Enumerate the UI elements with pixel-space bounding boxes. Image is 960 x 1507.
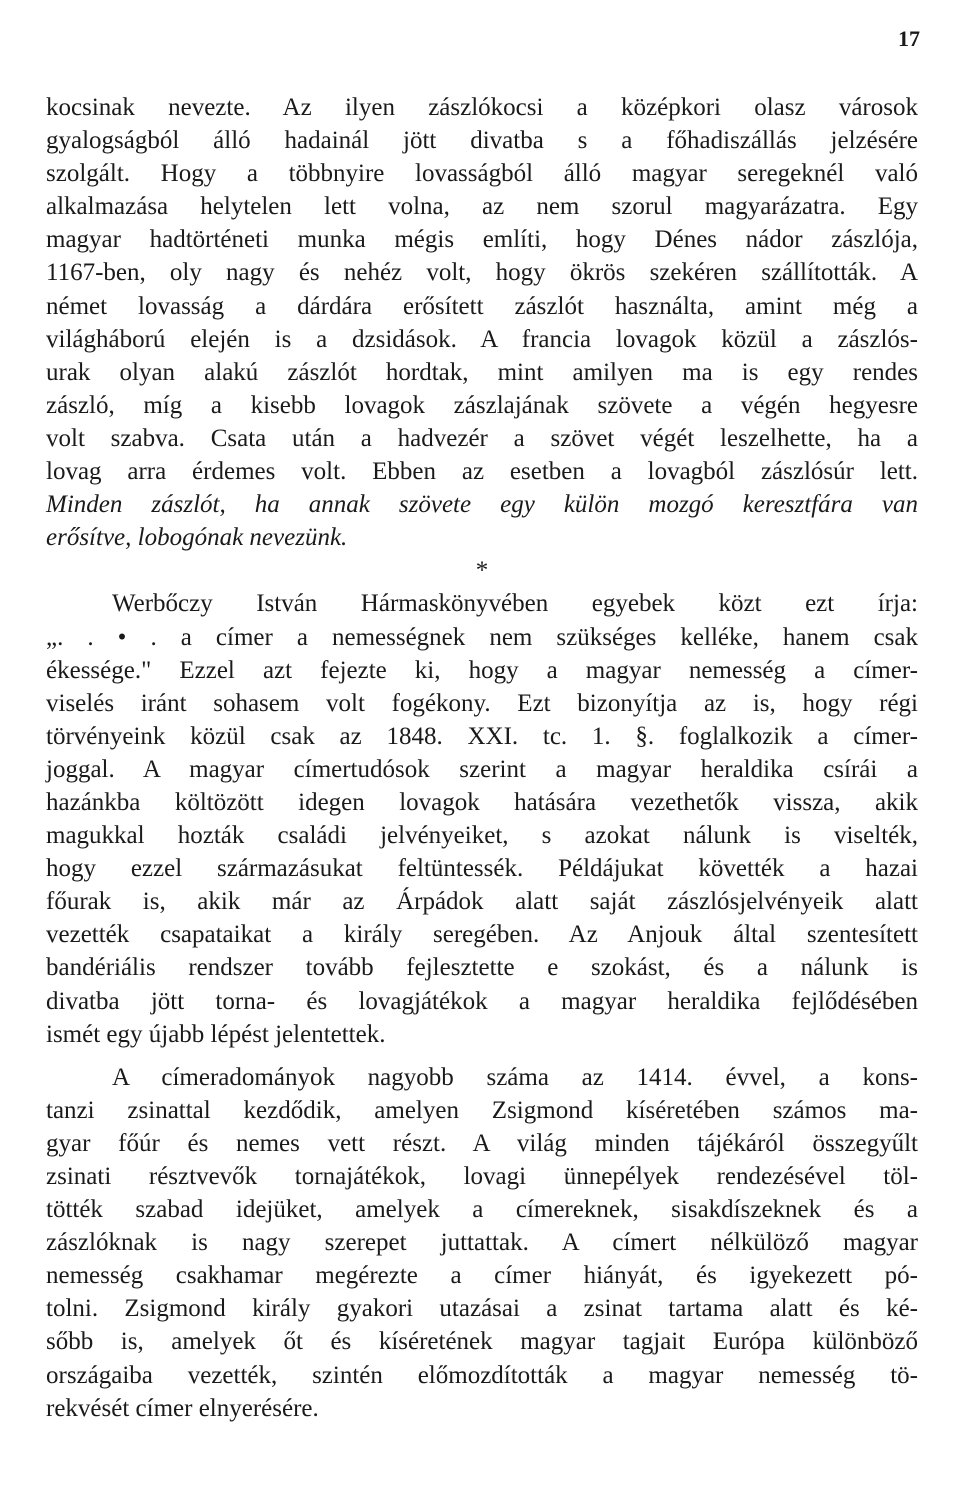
paragraph-gap [46, 1051, 918, 1061]
text-line: világháború elején is a dzsidások. A francia lovagok közül a zászlós- [46, 325, 918, 353]
text-line: zászlóknak is nagy szerepet juttattak. A címert nélkülöző magyar [46, 1229, 918, 1257]
text-line: gyalogságból álló hadainál jött divatba s a főhadiszállás jelzésére [46, 127, 918, 155]
text-line: joggal. A magyar címertudósok szerint a magyar heraldika csírái a [46, 755, 918, 783]
text-line: zsinati résztvevők tornajátékok, lovagi ünnepélyek rendezésével töl- [46, 1163, 918, 1190]
text-line: főurak is, akik már az Árpádok alatt saját zászlósjelvényeik alatt [46, 888, 918, 916]
text-line: 1167-ben, oly nagy és nehéz volt, hogy ökrös szekéren szállították. A [46, 259, 918, 287]
paragraph-3 [46, 1061, 918, 1425]
text-line: urak olyan alakú zászlót hordtak, mint amilyen ma is egy rendes [46, 358, 918, 386]
text-line: alkalmazása helytelen lett volna, az nem szorul magyarázatra. Egy [46, 193, 918, 221]
text-line: gyar főúr és nemes vett részt. A világ minden tájékáról összegyűlt [46, 1129, 918, 1157]
text-line: törvényeink közül csak az 1848. XXI. tc. 1. §. foglalkozik a címer- [46, 722, 918, 750]
text-line: Werbőczy István Hármaskönyvében egyebek közt ezt írja: [112, 590, 918, 618]
page-number: 17 [898, 26, 920, 51]
section-separator: * [475, 557, 489, 585]
text-line: nemesség csakhamar megérezte a címer hiányát, és igyekezett pó- [46, 1262, 918, 1290]
text-line: hazánkba költözött idegen lovagok hatására vezethetők vissza, akik [46, 788, 918, 816]
text-line: lovag arra érdemes volt. Ebben az esetben a lovagból zászlósúr lett. [46, 458, 918, 486]
text-line: tolni. Zsigmond király gyakori utazásai a zsinat tartama alatt és ké- [46, 1295, 918, 1323]
text-line: magyar hadtörténeti munka mégis említi, hogy Dénes nádor zászlója, [46, 226, 918, 254]
text-line: német lovasság a dárdára erősített zászlót használta, amint még a [46, 292, 918, 320]
text-line: „. . • . a címer a nemességnek nem szükséges kelléke, hanem csak [46, 623, 918, 651]
text-line: divatba jött torna- és lovagjátékok a magyar heraldika fejlődésében [46, 987, 918, 1015]
text-line: vezették csapataikat a király seregében. Az Anjouk által szentesített [46, 921, 918, 949]
text-line: hogy ezzel származásukat feltüntessék. Példájukat követték a hazai [46, 855, 918, 883]
italic-text-line: erősítve, lobogónak nevezünk. [46, 524, 348, 552]
paragraph-2 [46, 587, 918, 1050]
text-line: tötték szabad idejüket, amelyek a címereknek, sisakdíszeknek és a [46, 1196, 918, 1224]
text-line: kocsinak nevezte. Az ilyen zászlókocsi a középkori olasz városok [46, 94, 918, 121]
text-line: ékessége." Ezzel azt fejezte ki, hogy a magyar nemesség a címer- [46, 656, 918, 684]
text-line: magukkal hozták családi jelvényeiket, s azokat nálunk is viselték, [46, 822, 918, 850]
text-line: ismét egy újabb lépést jelentettek. [46, 1020, 386, 1048]
body-text [46, 91, 918, 1425]
text-line: tanzi zsinattal kezdődik, amelyen Zsigmond kíséretében számos ma- [46, 1096, 918, 1124]
text-line: országaiba vezették, szintén előmozdították a magyar nemesség tö- [46, 1361, 918, 1389]
text-line: sőbb is, amelyek őt és kíséretének magyar tagjait Európa különböző [46, 1328, 918, 1356]
text-line: zászló, míg a kisebb lovagok zászlajának szövete a végén hegyesre [46, 391, 918, 419]
text-line: volt szabva. Csata után a hadvezér a szövet végét leszelhette, ha a [46, 424, 918, 452]
text-line: A címeradományok nagyobb száma az 1414. évvel, a kons- [112, 1063, 918, 1091]
paragraph-1 [46, 91, 918, 554]
italic-text-line: Minden zászlót, ha annak szövete egy külön mozgó keresztfára van [46, 491, 918, 519]
text-line: rekvését címer elnyerésére. [46, 1394, 319, 1422]
text-line: szolgált. Hogy a többnyire lovasságból álló magyar seregeknél való [46, 160, 918, 188]
text-line: viselés iránt sohasem volt fogékony. Ezt bizonyítja az is, hogy régi [46, 689, 918, 717]
text-line: bandériális rendszer tovább fejlesztette e szokást, és a nálunk is [46, 954, 918, 982]
